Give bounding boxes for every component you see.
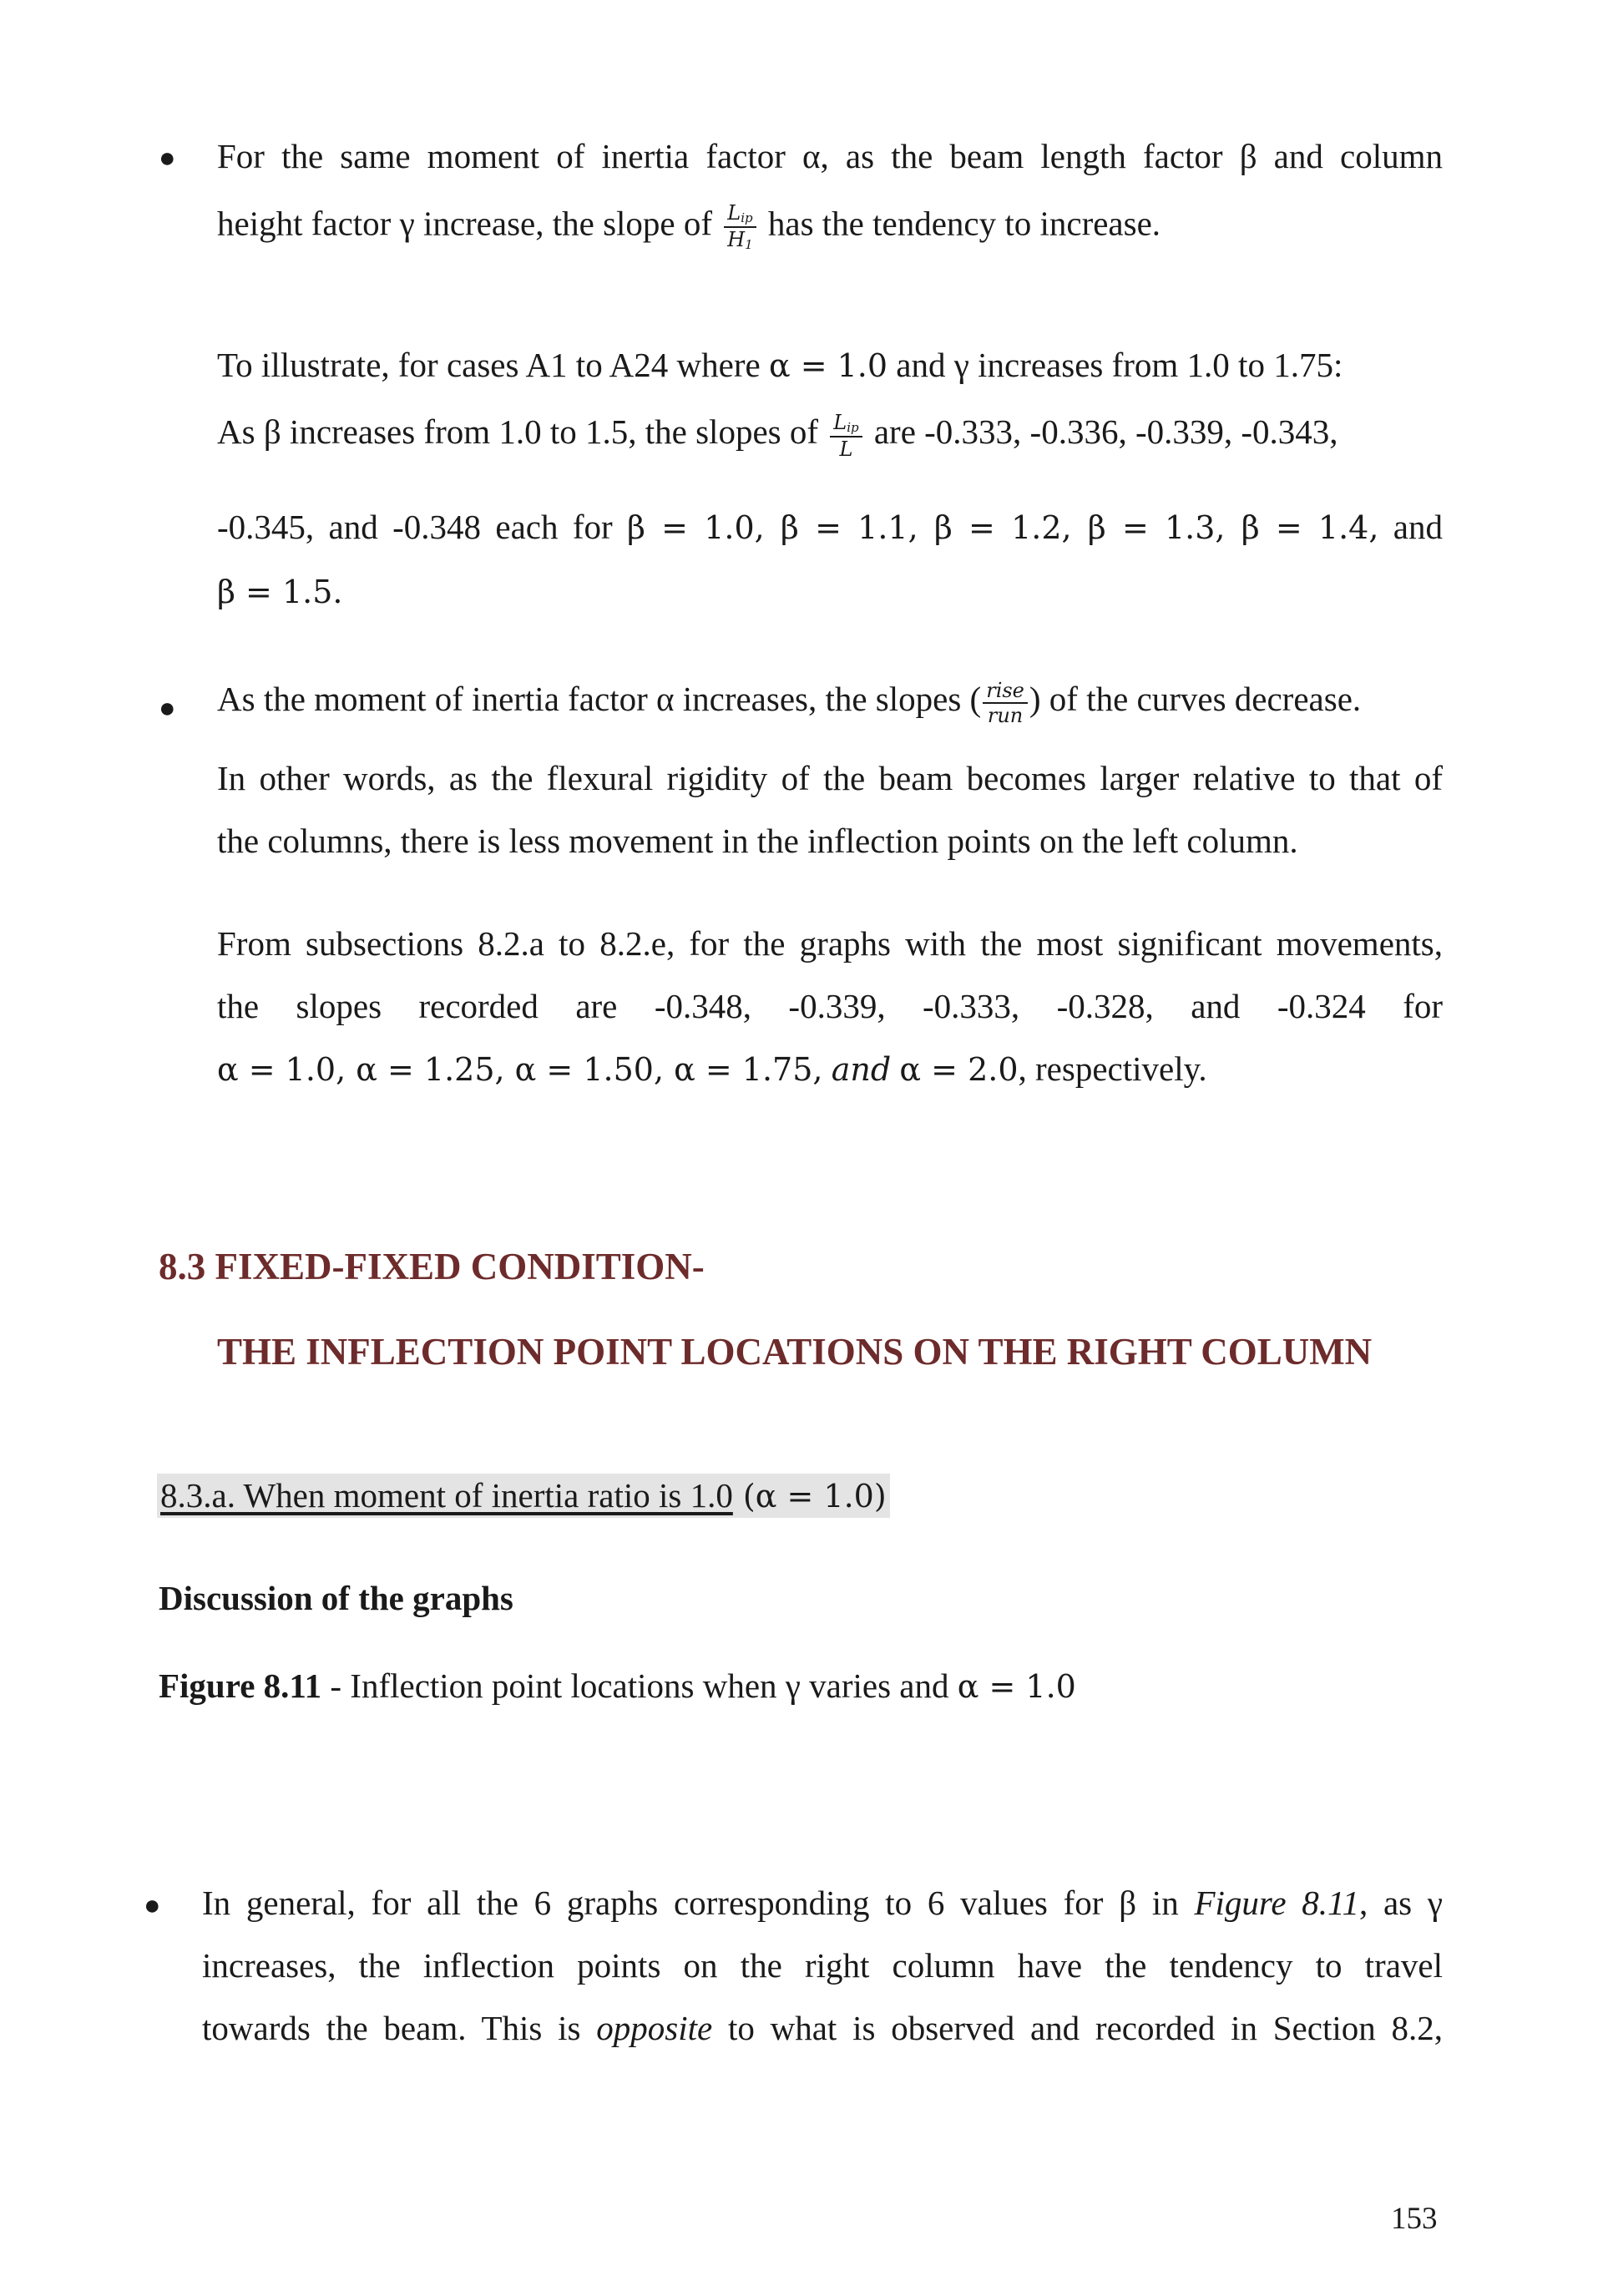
bullet-3-line-3: towards the beam. This is opposite to what is observed and recorded in Section 8.2, <box>202 2009 1443 2047</box>
math-alpha-values: α = 1.0, α = 1.25, α = 1.50, α = 1.75, <box>217 1051 823 1088</box>
fraction-rise-over-run: $\frac{\text{rise}}{\text{run}}$ <box>983 680 1028 726</box>
fraction-lip-over-l: $\frac{L_{ip}}{L}$ <box>830 412 862 459</box>
bullet-3-line-2: increases, the inflection points on the right column have the tendency to travel <box>202 1946 1443 1985</box>
bullet-2-line-1: As the moment of inertia factor α increases, the slopes ( $\frac{\text{rise}}{\text{run}}$ ) of the curves decrease. <box>217 678 1362 727</box>
bullet-3: ● <box>144 1890 161 1921</box>
math-beta-1-5: β = 1.5. <box>217 574 343 610</box>
bullet-2: ● <box>159 693 176 724</box>
figure-label: Figure 8.11 <box>159 1666 322 1705</box>
subsections-line-2: the slopes recorded are -0.348, -0.339, -0.333, -0.328, and -0.324 for <box>217 987 1443 1025</box>
bullet-1-line-2-end: has the tendency to increase. <box>767 204 1161 243</box>
discussion-heading: Discussion of the graphs <box>159 1579 513 1617</box>
subsections-line-3: α = 1.0, α = 1.25, α = 1.50, α = 1.75, and α = 2.0, respectively. <box>217 1049 1207 1088</box>
illustration-line-3: -0.345, and -0.348 each for β = 1.0, β = 1.1, β = 1.2, β = 1.3, β = 1.4, and <box>217 508 1443 546</box>
figure-caption: Figure 8.11 - Inflection point locations when γ varies and α = 1.0 <box>159 1666 1076 1705</box>
section-heading-line-1: 8.3 FIXED-FIXED CONDITION- <box>159 1246 705 1287</box>
math-beta-values: β = 1.0, β = 1.1, β = 1.2, β = 1.3, β = 1.4, <box>627 509 1379 546</box>
fraction-lip-over-h1: $\frac{L_{ip}}{H_1}$ <box>724 203 756 251</box>
bullet-1-line-2 <box>217 203 1161 251</box>
subsections-line-1: From subsections 8.2.a to 8.2.e, for the graphs with the most significant movements, <box>217 924 1443 963</box>
bullet-2-line-2: In other words, as the flexural rigidity of the beam becomes larger relative to that of <box>217 759 1443 797</box>
subsection-heading: 8.3.a. When moment of inertia ratio is 1.0 (α = 1.0) <box>157 1474 890 1518</box>
bullet-1-line-2-text: height factor γ increase, the slope of <box>217 204 713 243</box>
bullet-2-line-3: the columns, there is less movement in the inflection points on the left column. <box>217 822 1298 860</box>
illustration-line-4 <box>217 571 342 612</box>
section-heading-line-2: THE INFLECTION POINT LOCATIONS ON THE RIGHT COLUMN <box>217 1331 1373 1373</box>
bullet-1: ● <box>159 143 176 174</box>
bullet-1-line-1: For the same moment of inertia factor α, as the beam length factor β and column <box>217 137 1443 175</box>
page-number: 153 <box>1391 2202 1438 2236</box>
illustration-line-1: To illustrate, for cases A1 to A24 where α = 1.0 and γ increases from 1.0 to 1.75: <box>217 346 1343 384</box>
math-alpha-1: α = 1.0 <box>768 347 888 384</box>
bullet-3-line-1: In general, for all the 6 graphs corresponding to 6 values for β in Figure 8.11, as γ <box>202 1884 1444 1922</box>
illustration-line-2: As β increases from 1.0 to 1.5, the slopes of $\frac{L_{ip}}{L}$ are -0.333, -0.336, -0.339, -0.343, <box>217 410 1338 461</box>
